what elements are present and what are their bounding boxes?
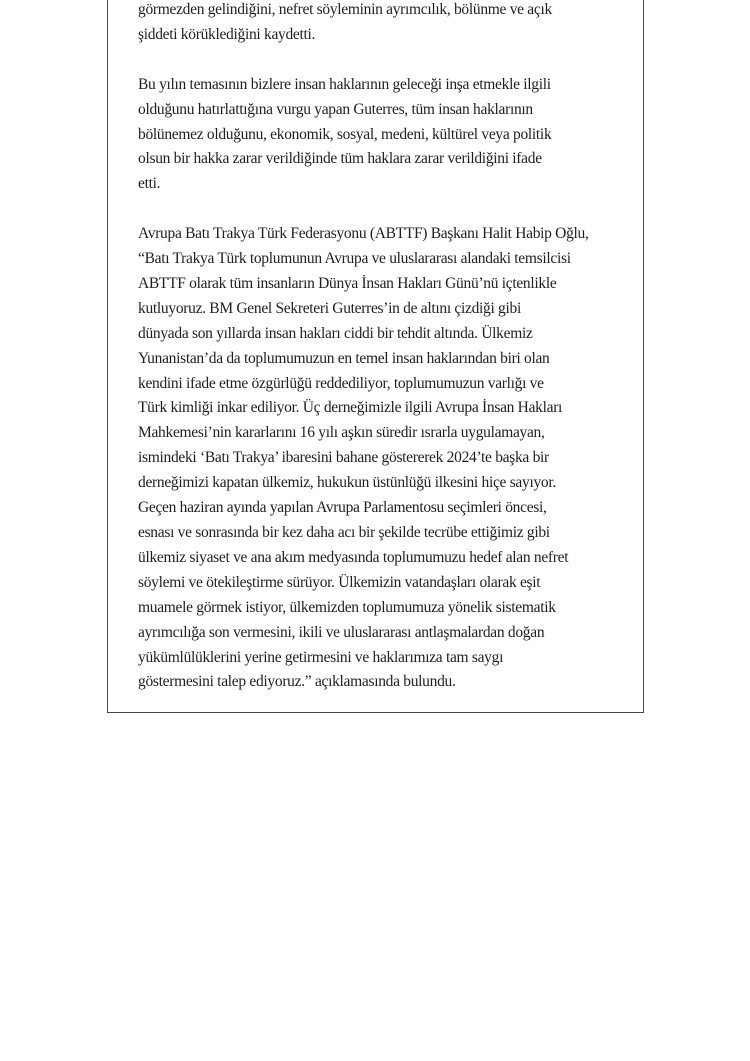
text-line: kutluyoruz. BM Genel Sekreteri Guterres’in de altını çizdiği gibi [138,299,521,317]
text-line: muamele görmek istiyor, ülkemizden toplumumuza yönelik sistematik [138,598,556,616]
text-line: ABTTF olarak tüm insanların Dünya İnsan Hakları Günü’nü içtenlikle [138,274,557,292]
paragraph-2 [138,73,623,198]
text-line: kendini ifade etme özgürlüğü reddediliyor, toplumumuzun varlığı ve [138,374,544,392]
text-line: söylemi ve ötekileştirme sürüyor. Ülkemizin vatandaşları olarak eşit [138,573,541,591]
text-line: yükümlülüklerini yerine getirmesini ve haklarımıza tam saygı [138,648,504,666]
article-text [138,0,623,695]
text-line: Türk kimliği inkar ediliyor. Üç derneğimizle ilgili Avrupa İnsan Hakları [138,399,563,417]
text-line: esnası ve sonrasında bir kez daha acı bir şekilde tecrübe ettiğimiz gibi [138,524,550,541]
text-line: şiddeti körüklediğini kaydetti. [138,25,316,43]
text-line: göstermesini talep ediyoruz.” açıklamasında bulundu. [138,673,456,691]
text-line: etti. [138,175,161,193]
text-line: Avrupa Batı Trakya Türk Federasyonu (ABTTF) Başkanı Halit Habip Oğlu, [138,225,589,243]
text-line: olsun bir hakka zarar verildiğinde tüm haklara zarar verildiğini ifade [138,150,542,168]
text-line: olduğunu hatırlattığına vurgu yapan Guterres, tüm insan haklarının [138,100,533,118]
text-line: “Batı Trakya Türk toplumunun Avrupa ve uluslararası alandaki temsilcisi [138,250,571,268]
paragraph-1 [138,0,623,48]
text-line: derneğimizi kapatan ülkemiz, hukukun üstünlüğü ilkesini hiçe sayıyor. [138,474,556,492]
text-line: görmezden gelindiğini, nefret söyleminin ayrımcılık, bölünme ve açık [138,1,552,18]
article-card [107,0,644,713]
text-line: Geçen haziran ayında yapılan Avrupa Parlamentosu seçimleri öncesi, [138,499,547,517]
text-line: Yunanistan’da da toplumumuzun en temel insan haklarından biri olan [138,349,550,367]
text-line: ayrımcılığa son vermesini, ikili ve uluslararası antlaşmalardan doğan [138,623,545,641]
text-line: bölünemez olduğunu, ekonomik, sosyal, medeni, kültürel veya politik [138,125,552,143]
text-line: Bu yılın temasının bizlere insan haklarının geleceği inşa etmekle ilgili [138,75,551,93]
text-line: Mahkemesi’nin kararlarını 16 yılı aşkın süredir ısrarla uygulamayan, [138,424,545,442]
text-line: ülkemiz siyaset ve ana akım medyasında toplumumuzu hedef alan nefret [138,548,569,566]
text-line: ismindeki ‘Batı Trakya’ ibaresini bahane göstererek 2024’te başka bir [138,449,549,467]
paragraph-3 [138,222,623,695]
text-line: dünyada son yıllarda insan hakları ciddi bir tehdit altında. Ülkemiz [138,324,533,342]
